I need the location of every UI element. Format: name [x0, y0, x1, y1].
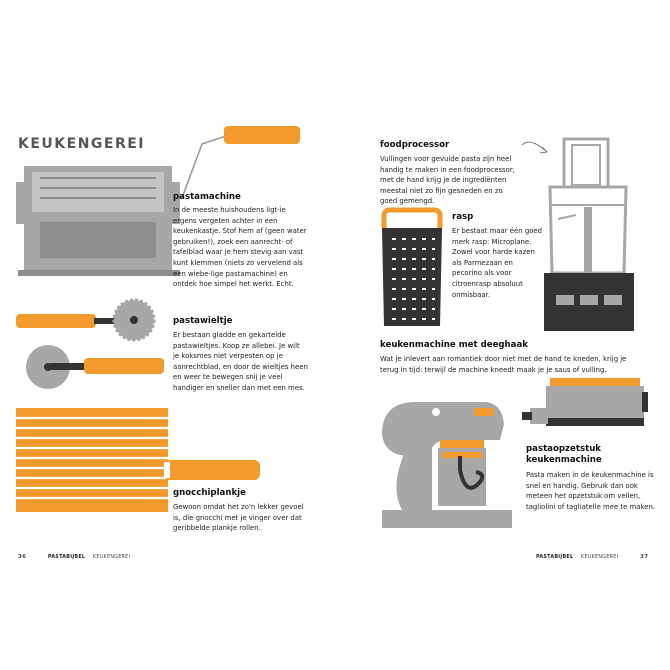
- left-footer: [18, 554, 130, 560]
- right-footer-book: PASTABIJBEL: [536, 555, 574, 560]
- pastawieltje-heading: pastawieltje: [173, 316, 233, 326]
- pastamachine-heading: pastamachine: [173, 192, 241, 202]
- left-page-number: 36: [18, 554, 27, 560]
- pastaopzetstuk-heading: [526, 444, 602, 466]
- pastawieltje-body: Er bestaan gladde en gekartelde pastawieltjes. Koop ze allebei. Je wilt je koksmes niet verpesten op je aanrechtblad, en door de wieltjes heen en weer te bewegen snij je veel handiger en sneller dan met een mes.: [173, 331, 308, 392]
- pastaopzetstuk-body: Pasta maken in de keukenmachine is snel en handig. Gebruik dan ook meteen het opzetstuk om vellen, tagliolini of tagliatelle mee te maken.: [526, 471, 656, 511]
- right-page-number: 37: [639, 554, 649, 560]
- gnocchiplankje-body: Gewoon omdat het zo'n lekker gevoel is, die gnocchi met je vinger over dat geribbelde plankje rollen.: [173, 503, 304, 533]
- keukenmachine-heading: keukenmachine met deeghaak: [380, 340, 528, 350]
- foodprocessor-heading: foodprocessor: [380, 140, 450, 150]
- rasp-heading: rasp: [452, 212, 474, 222]
- pastamachine-body: In de meeste huishoudens ligt-ie ergens vergeten achter in een keukenkastje. Stof hem af (geen water gebruiken!), zoek een aanrecht- of tafelblad waar je hem stevig aan vast kunt klemmen (niets zo vervelend als een wiebe-lige pastamachine) en ontdek hoe simpel het werkt. Echt.: [173, 206, 307, 289]
- pasta-wheel-icon: [14, 292, 169, 392]
- keukenmachine-body: Wat je inlevert aan romantiek door niet met de hand te kneden, krijg je terug in tijd: terwijl de machine kneedt maak je je saus of vulling.: [380, 355, 627, 374]
- gnocchiplankje-heading: gnocchiplankje: [173, 488, 246, 498]
- stand-mixer-icon: [376, 398, 516, 532]
- left-footer-chapter: KEUKENGEREI: [92, 555, 131, 560]
- left-footer-book: PASTABIJBEL: [47, 555, 86, 560]
- right-footer-chapter: KEUKENGEREI: [581, 555, 619, 560]
- pastaopzetstuk-heading-line2: keukenmachine: [526, 455, 602, 465]
- right-footer: [536, 554, 648, 560]
- foodprocessor-body: Vullingen voor gevulde pasta zijn heel handig te maken in een foodprocessor; met de hand krijg je de ingrediënten meestal niet zo fijn gesneden en zo goed gemengd.: [380, 155, 516, 206]
- grater-icon: [378, 206, 446, 328]
- rasp-body: Er bestaat maar één goed merk rasp: Microplane. Zowel voor harde kazen als Parmezaan en pecorino als voor citroenrasp absoluut onmisbaar.: [452, 227, 543, 299]
- page-title: KEUKENGEREI: [18, 136, 146, 152]
- pastaopzetstuk-heading-line1: pastaopzetstuk: [526, 444, 602, 454]
- pasta-attachment-icon: [520, 372, 650, 442]
